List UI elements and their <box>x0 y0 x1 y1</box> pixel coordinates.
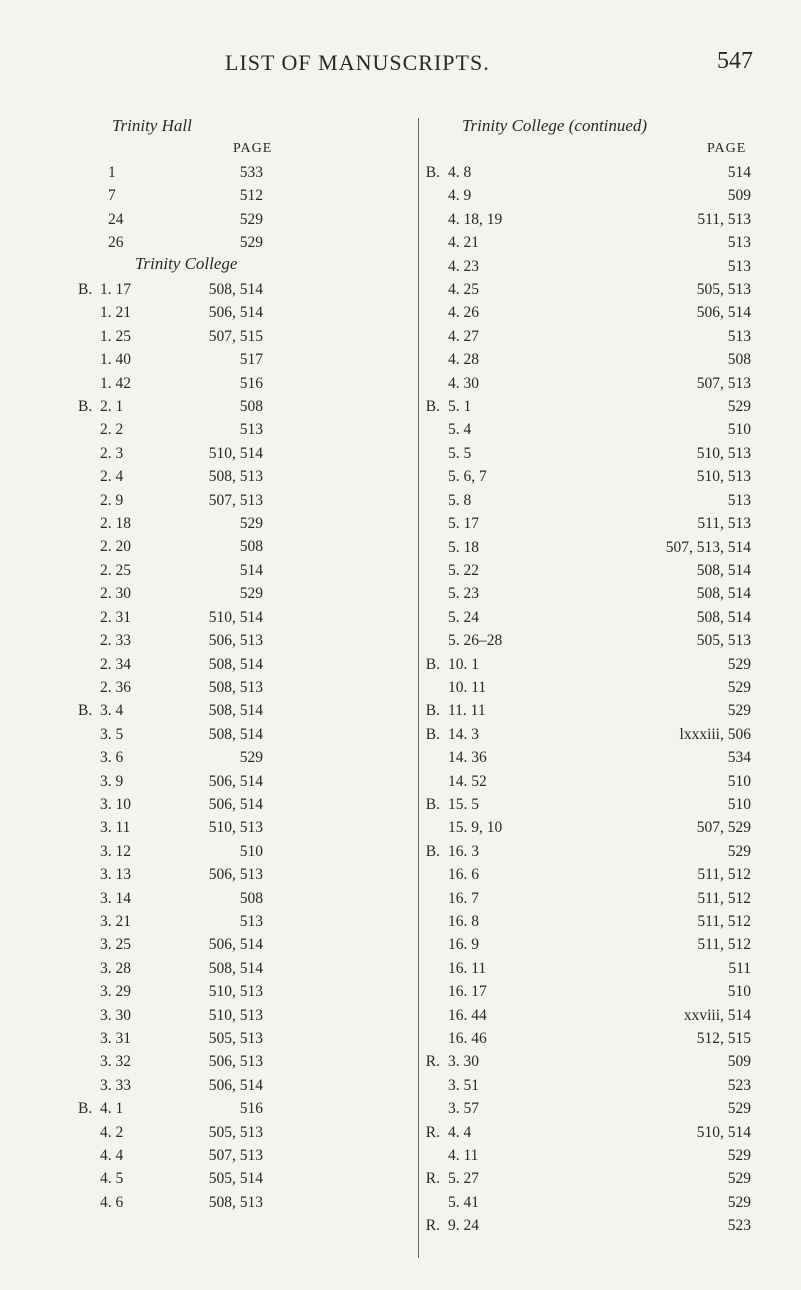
page-refs: 505, 513 <box>208 1123 263 1141</box>
ms-reference: 2. 31 <box>100 608 131 626</box>
list-item <box>420 301 801 324</box>
page-refs: 505, 514 <box>208 1170 263 1188</box>
ms-prefix: R. <box>425 1053 440 1071</box>
page-refs: 529 <box>727 398 751 416</box>
trinity-hall-heading: Trinity Hall <box>112 116 192 135</box>
list-item <box>420 1191 801 1214</box>
ms-reference: 3. 32 <box>100 1053 131 1071</box>
page-refs: 513 <box>727 234 751 252</box>
ms-reference: 4. 27 <box>448 327 479 345</box>
page-refs: 511, 512 <box>697 936 751 954</box>
page-refs: 506, 513 <box>208 632 263 650</box>
page-refs: 510 <box>727 983 751 1001</box>
ms-reference: 4. 2 <box>100 1123 124 1141</box>
list-item <box>0 770 418 793</box>
ms-reference: 2. 1 <box>100 398 124 416</box>
list-item <box>420 653 801 676</box>
list-item <box>0 348 418 371</box>
list-item <box>0 840 418 863</box>
ms-reference: 1. 25 <box>100 327 131 345</box>
ms-reference: 1. 17 <box>100 281 131 298</box>
ms-prefix: B. <box>425 842 440 860</box>
list-item <box>0 676 418 699</box>
list-item <box>420 348 801 371</box>
list-item <box>0 699 418 722</box>
page-refs: 510, 514 <box>696 1123 751 1141</box>
page-refs: 510, 513 <box>696 468 751 486</box>
ms-reference: 3. 57 <box>448 1100 479 1118</box>
trinity-college-heading: Trinity College <box>135 254 238 273</box>
ms-prefix: B. <box>425 795 440 813</box>
ms-reference: 5. 17 <box>448 515 479 533</box>
ms-reference: 3. 6 <box>100 749 124 767</box>
ms-prefix: B. <box>425 702 440 720</box>
list-item <box>0 325 418 348</box>
page-refs: 507, 529 <box>696 819 751 837</box>
list-item <box>420 1050 801 1073</box>
list-item <box>0 395 418 418</box>
ms-reference: 5. 22 <box>448 561 479 579</box>
page-refs: 510, 513 <box>208 819 263 837</box>
page-refs: 508 <box>727 351 751 369</box>
list-item <box>420 442 801 465</box>
page-refs: 509 <box>727 1053 751 1071</box>
list-item <box>420 887 801 910</box>
page-refs: 505, 513 <box>696 281 751 299</box>
list-item <box>0 489 418 512</box>
ms-prefix: B. <box>425 725 440 743</box>
page-refs: 510 <box>239 842 263 860</box>
list-item <box>420 184 801 207</box>
ms-reference: 5. 1 <box>448 398 472 416</box>
page-refs: 507, 513 <box>208 491 263 509</box>
ms-reference: 3. 28 <box>100 959 131 977</box>
page-refs: 507, 513, 514 <box>665 538 751 556</box>
ms-prefix: R. <box>425 1123 440 1141</box>
list-item <box>420 1097 801 1120</box>
page-refs: 510, 514 <box>208 608 263 626</box>
ms-prefix: B. <box>78 702 93 720</box>
page-refs: 510 <box>727 795 751 813</box>
list-item <box>420 746 801 769</box>
page-refs: 514 <box>727 164 751 181</box>
ms-reference: 5. 27 <box>448 1170 479 1188</box>
page-refs: 516 <box>239 374 263 392</box>
list-item <box>0 372 418 395</box>
page-refs: 507, 515 <box>208 327 263 345</box>
list-item <box>0 793 418 816</box>
ms-reference: 4. 18, 19 <box>448 210 503 228</box>
page-refs: 513 <box>727 491 751 509</box>
list-item <box>420 418 801 441</box>
list-item <box>420 489 801 512</box>
page-refs: 529 <box>727 702 751 720</box>
ms-reference: 1. 42 <box>100 374 131 392</box>
ms-reference: 10. 11 <box>448 678 487 696</box>
page-refs: 511, 513 <box>697 210 751 228</box>
ms-reference: 4. 23 <box>448 257 479 275</box>
ms-reference: 4. 26 <box>448 304 479 322</box>
list-item <box>420 559 801 582</box>
ms-reference: 3. 10 <box>100 795 131 813</box>
page-refs: 507, 513 <box>208 1147 263 1165</box>
list-item <box>0 1050 418 1073</box>
ms-reference: 2. 34 <box>100 655 131 673</box>
ms-prefix: B. <box>78 1100 93 1118</box>
page-refs: 505, 513 <box>208 1030 263 1047</box>
page-refs: 506, 514 <box>208 304 263 322</box>
trinity-college-continued-list <box>420 161 801 1238</box>
page-refs: xxviii, 514 <box>683 1006 751 1024</box>
ms-prefix: B. <box>78 398 93 416</box>
page-refs: 508, 514 <box>208 281 263 298</box>
list-item <box>0 653 418 676</box>
page-refs: 516 <box>239 1100 263 1118</box>
ms-prefix: B. <box>425 398 440 416</box>
ms-reference: 2. 33 <box>100 632 131 650</box>
list-item <box>420 629 801 652</box>
page-refs: 506, 514 <box>696 304 751 322</box>
list-item <box>0 606 418 629</box>
list-item <box>0 629 418 652</box>
ms-reference: 4. 30 <box>448 374 479 392</box>
ms-reference: 10. 1 <box>448 655 479 673</box>
ms-reference: 14. 36 <box>448 749 487 767</box>
ms-reference: 5. 24 <box>448 608 479 626</box>
ms-reference: 2. 36 <box>100 678 131 696</box>
ms-reference: 16. 7 <box>448 889 479 907</box>
page-refs: 529 <box>239 234 263 252</box>
page-refs: 508 <box>239 538 263 556</box>
trinity-college-list <box>0 278 418 1214</box>
list-item <box>0 1167 418 1190</box>
column-divider <box>418 118 419 1258</box>
page-refs: 508, 513 <box>208 468 263 486</box>
ms-reference: 4. 9 <box>448 187 472 205</box>
page-refs: 513 <box>727 257 751 275</box>
ms-reference: 5. 4 <box>448 421 472 439</box>
list-item <box>420 582 801 605</box>
list-item <box>0 418 418 441</box>
ms-reference: 3. 5 <box>100 725 124 743</box>
page-refs: 511, 513 <box>697 515 751 533</box>
ms-reference: 5. 18 <box>448 538 479 556</box>
page-refs: 511, 512 <box>697 866 751 884</box>
list-item <box>420 723 801 746</box>
page-refs: 508, 514 <box>208 725 263 743</box>
list-item <box>420 231 801 254</box>
list-item <box>0 1144 418 1167</box>
ms-reference: 5. 8 <box>448 491 472 509</box>
heading-continued: (continued) <box>568 116 648 135</box>
page-refs: 523 <box>727 1076 751 1094</box>
page-refs: 506, 514 <box>208 772 263 790</box>
ms-reference: 3. 30 <box>448 1053 479 1071</box>
page-refs: 513 <box>239 912 263 930</box>
ms-reference: 5. 41 <box>448 1193 479 1211</box>
list-item <box>0 465 418 488</box>
ms-reference: 4. 21 <box>448 234 479 252</box>
page-refs: 529 <box>239 210 263 228</box>
trinity-hall-page-label: PAGE <box>233 141 273 156</box>
ms-prefix: R. <box>425 1170 440 1188</box>
list-item <box>420 1121 801 1144</box>
page-refs: 510, 513 <box>208 1006 263 1024</box>
ms-reference: 4. 25 <box>448 281 479 299</box>
ms-reference: 2. 4 <box>100 468 124 486</box>
list-item <box>420 208 801 231</box>
list-item <box>420 1167 801 1190</box>
page-refs: 506, 514 <box>208 795 263 813</box>
page-refs: 511, 512 <box>697 889 751 907</box>
ms-reference: 5. 6, 7 <box>448 468 487 486</box>
ms-reference: 2. 9 <box>100 491 124 509</box>
ms-reference: 14. 3 <box>448 725 479 743</box>
list-item <box>420 512 801 535</box>
ms-reference: 16. 44 <box>448 1006 487 1024</box>
list-item <box>0 301 418 324</box>
page-refs: 510 <box>727 421 751 439</box>
list-item <box>0 910 418 933</box>
page-refs: 508 <box>239 398 263 416</box>
list-item <box>420 793 801 816</box>
page-refs: 506, 513 <box>208 1053 263 1071</box>
page-refs: 510 <box>727 772 751 790</box>
ms-reference: 3. 33 <box>100 1076 131 1094</box>
ms-reference: 5. 5 <box>448 444 472 462</box>
page-refs: 506, 514 <box>208 1076 263 1094</box>
ms-reference: 3. 9 <box>100 772 124 790</box>
page-refs: 529 <box>727 842 751 860</box>
list-item <box>420 255 801 278</box>
ms-reference: 14. 52 <box>448 772 487 790</box>
list-item <box>0 512 418 535</box>
ms-reference: 4. 4 <box>100 1147 124 1165</box>
list-item <box>0 559 418 582</box>
list-item <box>0 1074 418 1097</box>
page-header <box>0 40 801 100</box>
ms-reference: 2. 2 <box>100 421 124 439</box>
list-item <box>420 536 801 559</box>
ms-reference: 4. 8 <box>448 164 472 181</box>
ms-reference: 1. 40 <box>100 351 131 369</box>
list-item <box>0 161 418 184</box>
ms-reference: 16. 6 <box>448 866 479 884</box>
ms-reference: 15. 5 <box>448 795 479 813</box>
page-refs: 510, 514 <box>208 444 263 462</box>
list-item <box>420 840 801 863</box>
page-refs: 529 <box>727 655 751 673</box>
page-refs: 508, 514 <box>696 561 751 579</box>
list-item <box>420 699 801 722</box>
list-item <box>0 863 418 886</box>
page-refs: 534 <box>727 749 751 767</box>
page-refs: 529 <box>239 749 263 767</box>
ms-reference: 2. 18 <box>100 515 131 533</box>
page-refs: 529 <box>239 515 263 533</box>
list-item <box>420 1027 801 1050</box>
ms-reference: 24 <box>108 210 124 228</box>
ms-reference: 4. 11 <box>448 1147 479 1165</box>
page-refs: 508, 514 <box>696 585 751 603</box>
trinity-college-continued-page-label: PAGE <box>707 141 747 156</box>
ms-reference: 4. 1 <box>100 1100 124 1118</box>
list-item <box>420 606 801 629</box>
ms-reference: 16. 9 <box>448 936 479 954</box>
list-item <box>420 1214 801 1237</box>
ms-reference: 4. 5 <box>100 1170 124 1188</box>
list-item <box>420 957 801 980</box>
list-item <box>420 161 801 184</box>
list-item <box>420 372 801 395</box>
list-item <box>420 465 801 488</box>
page-refs: 529 <box>239 585 263 603</box>
list-item <box>0 933 418 956</box>
list-item <box>0 1097 418 1120</box>
page-refs: 506, 513 <box>208 866 263 884</box>
ms-reference: 1 <box>108 164 116 181</box>
ms-reference: 16. 46 <box>448 1030 487 1048</box>
ms-reference: 4. 4 <box>448 1123 472 1141</box>
page-number: 547 <box>717 48 753 74</box>
page-refs: 513 <box>727 327 751 345</box>
ms-reference: 5. 26–28 <box>448 632 503 650</box>
page-refs: 529 <box>727 678 751 696</box>
trinity-college-continued-heading <box>462 116 647 136</box>
ms-reference: 16. 8 <box>448 913 479 930</box>
list-item <box>0 184 418 207</box>
page-refs: 512 <box>239 187 263 205</box>
ms-reference: 3. 30 <box>100 1006 131 1024</box>
page-refs: 517 <box>239 351 263 369</box>
list-item <box>0 980 418 1003</box>
ms-reference: 2. 30 <box>100 585 131 603</box>
list-item <box>420 325 801 348</box>
page-refs: 533 <box>239 164 263 181</box>
ms-reference: 5. 23 <box>448 585 479 603</box>
page-refs: 529 <box>727 1193 751 1211</box>
page-refs: 506, 514 <box>208 936 263 954</box>
ms-reference: 16. 17 <box>448 983 487 1001</box>
page-refs: lxxxiii, 506 <box>679 725 751 743</box>
ms-reference: 3. 14 <box>100 889 131 907</box>
list-item <box>0 1027 418 1050</box>
ms-reference: 16. 11 <box>448 959 487 977</box>
ms-reference: 7 <box>108 187 116 205</box>
page-refs: 509 <box>727 187 751 205</box>
page-refs: 508, 513 <box>208 1193 263 1211</box>
list-item <box>420 980 801 1003</box>
ms-reference: 2. 20 <box>100 538 131 556</box>
page-refs: 513 <box>239 421 263 439</box>
ms-reference: 16. 3 <box>448 842 479 860</box>
list-item <box>0 231 418 254</box>
ms-reference: 26 <box>108 234 124 252</box>
ms-reference: 3. 21 <box>100 912 131 930</box>
ms-reference: 3. 11 <box>100 819 131 837</box>
page-refs: 511 <box>728 959 751 977</box>
ms-reference: 2. 25 <box>100 561 131 579</box>
ms-prefix: B. <box>78 281 93 298</box>
list-item <box>0 1004 418 1027</box>
page-refs: 510, 513 <box>208 983 263 1001</box>
list-item <box>420 278 801 301</box>
running-title: LIST OF MANUSCRIPTS. <box>225 50 490 75</box>
list-item <box>420 1144 801 1167</box>
page-refs: 508, 514 <box>696 608 751 626</box>
page-refs: 505, 513 <box>696 632 751 650</box>
list-item <box>0 816 418 839</box>
page-refs: 508, 513 <box>208 678 263 696</box>
ms-reference: 11. 11 <box>448 702 486 720</box>
list-item <box>420 395 801 418</box>
list-item <box>0 582 418 605</box>
list-item <box>0 723 418 746</box>
list-item <box>420 910 801 933</box>
list-item <box>0 746 418 769</box>
page-refs: 508 <box>239 889 263 907</box>
list-item <box>420 676 801 699</box>
page-refs: 508, 514 <box>208 702 263 720</box>
list-item <box>0 887 418 910</box>
ms-prefix: R. <box>425 1217 440 1235</box>
trinity-hall-list <box>0 161 418 255</box>
ms-prefix: B. <box>425 164 440 181</box>
page-refs: 510, 513 <box>696 444 751 462</box>
page-refs: 512, 515 <box>696 1030 751 1048</box>
page-refs: 514 <box>239 561 263 579</box>
page-refs: 529 <box>727 1100 751 1118</box>
ms-reference: 3. 29 <box>100 983 131 1001</box>
ms-reference: 3. 51 <box>448 1076 479 1094</box>
page-refs: 508, 514 <box>208 959 263 977</box>
list-item <box>0 278 418 301</box>
ms-reference: 1. 21 <box>100 304 131 322</box>
ms-reference: 3. 13 <box>100 866 131 884</box>
list-item <box>0 442 418 465</box>
page-refs: 529 <box>727 1170 751 1188</box>
heading-main: Trinity College <box>462 116 565 135</box>
list-item <box>420 863 801 886</box>
page-refs: 507, 513 <box>696 374 751 392</box>
page-refs: 508, 514 <box>208 655 263 673</box>
list-item <box>0 1121 418 1144</box>
ms-prefix: B. <box>425 655 440 673</box>
list-item <box>420 933 801 956</box>
ms-reference: 3. 31 <box>100 1030 131 1047</box>
page-refs: 523 <box>727 1217 751 1235</box>
list-item <box>420 1074 801 1097</box>
ms-reference: 3. 4 <box>100 702 124 720</box>
ms-reference: 2. 3 <box>100 444 124 462</box>
list-item <box>0 208 418 231</box>
page-refs: 529 <box>727 1147 751 1165</box>
list-item <box>0 535 418 558</box>
list-item <box>420 1004 801 1027</box>
ms-reference: 4. 28 <box>448 351 479 369</box>
ms-reference: 9. 24 <box>448 1217 479 1235</box>
ms-reference: 3. 25 <box>100 936 131 954</box>
list-item <box>0 1191 418 1214</box>
list-item <box>420 770 801 793</box>
list-item <box>0 957 418 980</box>
ms-reference: 3. 12 <box>100 842 131 860</box>
ms-reference: 4. 6 <box>100 1193 124 1211</box>
page-refs: 511, 512 <box>697 913 751 930</box>
list-item <box>420 816 801 839</box>
ms-reference: 15. 9, 10 <box>448 819 503 837</box>
